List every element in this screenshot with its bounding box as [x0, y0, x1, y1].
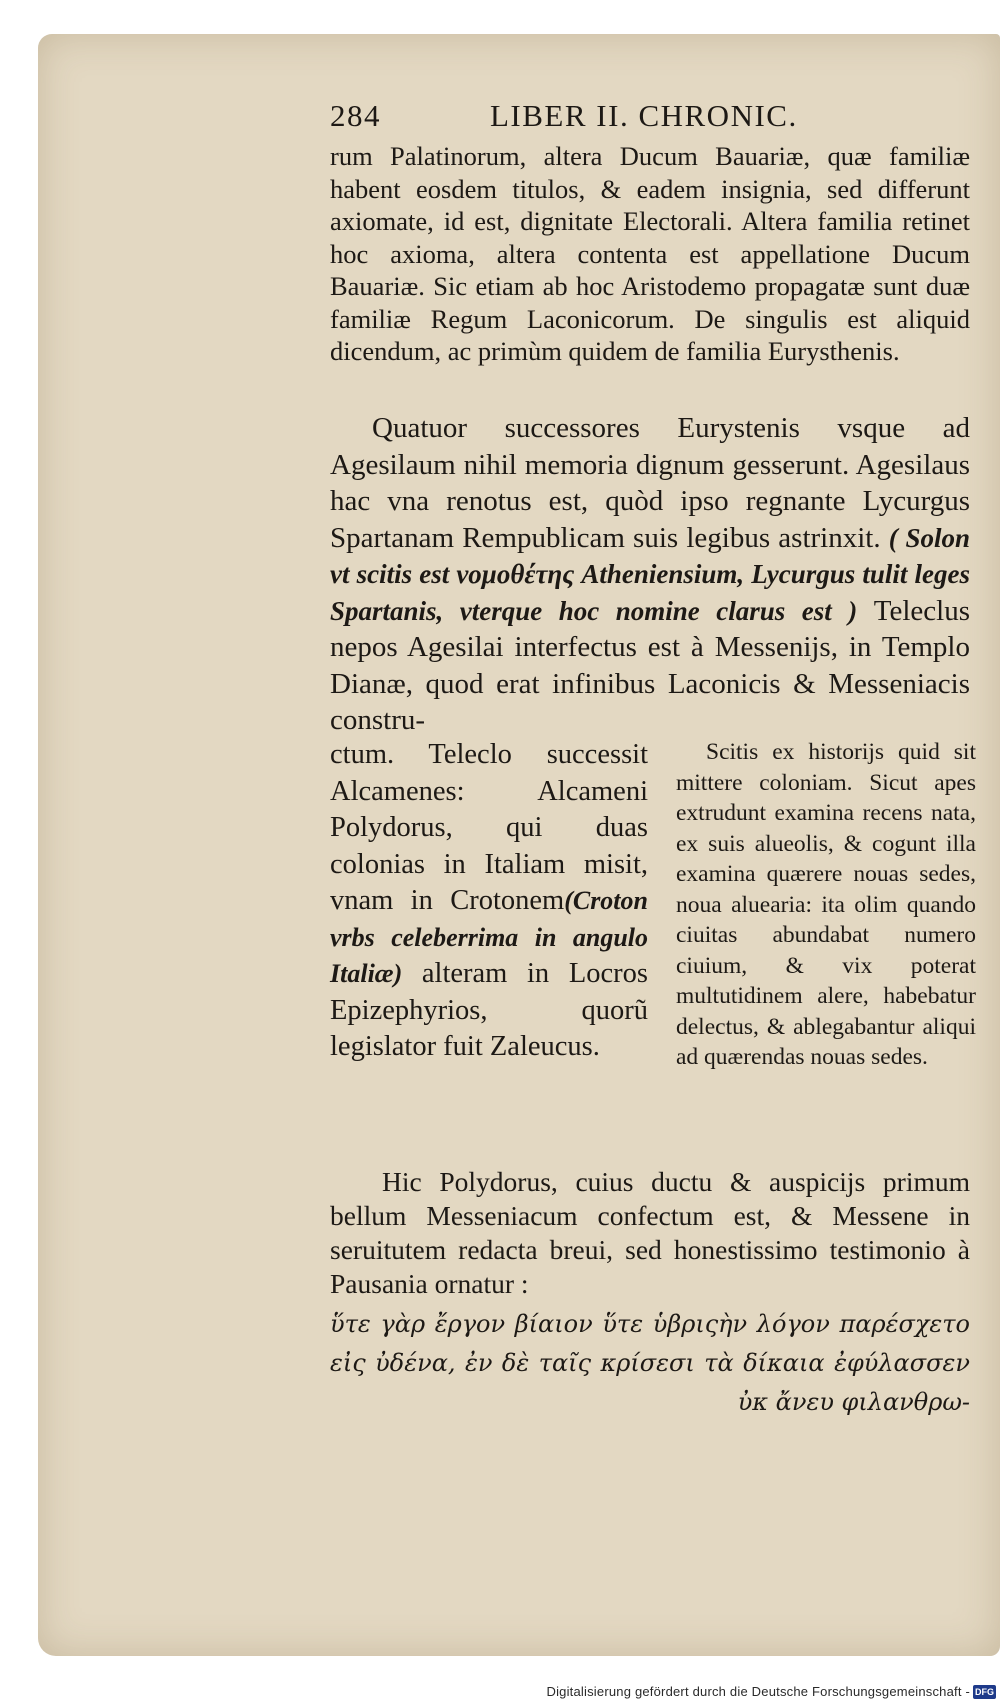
- left-column-italic-note: (Croton vrbs celeberrima in angulo Italiæ): [330, 886, 648, 988]
- paragraph-2-text-a: Quatuor successores Eurystenis vsque ad Agesilaum nihil memoria dignum gesserunt. Agesilaus hac vna renotus est, quòd ipso regnante Lycurgus Spartanam Rempublicam suis legibus astrinxit.: [330, 412, 970, 554]
- left-column-text-c: alteram in Locros Epizephyrios, quorũ legislator fuit Zaleucus.: [330, 958, 648, 1062]
- paragraph-3: Hic Polydorus, cuius ductu & auspicijs primum bellum Messeniacum confectum est, & Messene in seruitutem redacta breui, sed honestissimo testimonio à Pausania ornatur :: [330, 1166, 970, 1299]
- marginal-note-column: Scitis ex historijs quid sit mittere coloniam. Sicut apes extrudunt examina recens nata, ex suis alueolis, & cogunt illa examina quærere nouas sedes, noua aluearia: ita olim quando ciuitas abundabat numero ciuium, & vix poterat multutidinem alere, habebatur delectus, & ablegabantur aliqui ad quærendas nouas sedes.: [676, 739, 976, 1070]
- paragraph-2-italic-note: ( Solon vt scitis est νομοθέτης Atheniensium, Lycurgus tulit leges Spartanis, vterque hoc nomine clarus est ): [330, 522, 970, 626]
- left-column-text: [330, 737, 648, 1066]
- digitization-credit: Digitalisierung gefördert durch die Deutsche Forschungsgemeinschaft -: [546, 1684, 970, 1699]
- running-head: [330, 94, 970, 138]
- running-title: LIBER II. CHRONIC.: [490, 98, 798, 133]
- left-column-text-a: ctum. Teleclo successit Alcamenes: Alcameni Polydorus, qui duas colonias in Italiam misit, vnam in Crotonem: [330, 739, 648, 916]
- paragraph-2: [330, 410, 970, 739]
- scan-margin: [0, 0, 38, 1703]
- paragraph-2-text-c: Teleclus nepos Agesilai interfectus est à Messenijs, in Templo Dianæ, quod erat infinibus Laconicis & Messeniacis constru-: [330, 594, 970, 736]
- paragraph-1: rum Palatinorum, altera Ducum Bauariæ, quæ familiæ habent eosdem titulos, & eadem insignia, sed differunt axiomate, id est, dignitate Electorali. Altera familia retinet hoc axioma, altera contenta est appellatione Ducum Bauariæ. Sic etiam ab hoc Aristodemo propagatæ sunt duæ familiæ Regum Laconicorum. De singulis est aliquid dicendum, ac primùm quidem de familia Eurysthenis.: [330, 141, 970, 366]
- greek-quotation: ὕτε γὰρ ἔργον βίαιον ὕτε ὑβριςὴν λόγον παρέσχετο εἰς ὐδένα, ἐν δὲ ταῖς κρίσεσι τὰ δίκαια ἐφύλασσεν ὐκ ἄνευ φιλανθρω-: [330, 1310, 970, 1416]
- dfg-logo: DFG: [975, 1687, 994, 1697]
- page-number: 284: [330, 98, 381, 133]
